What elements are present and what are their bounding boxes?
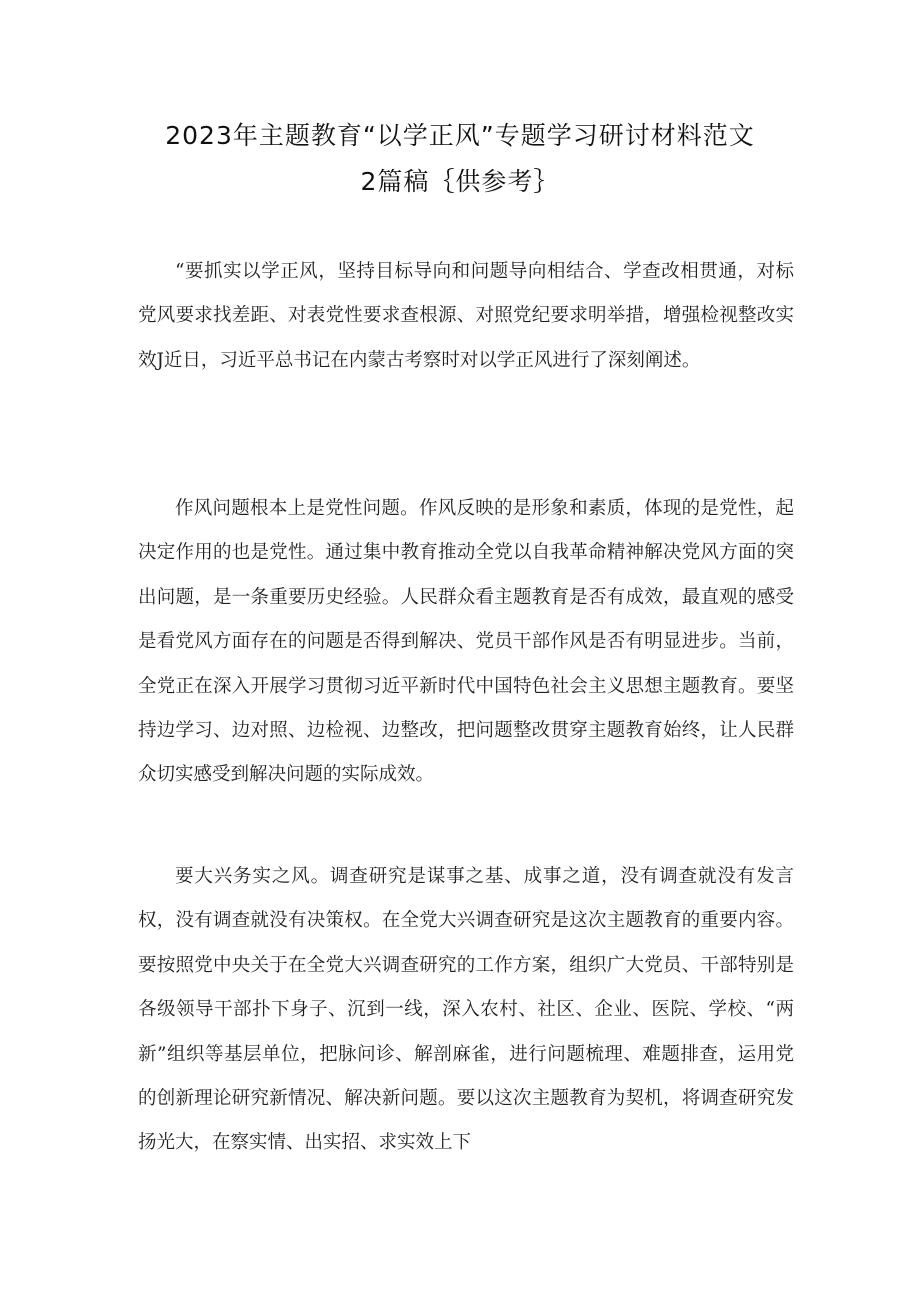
paragraph-2: 作风问题根本上是党性问题。作风反映的是形象和素质，体现的是党性，起决定作用的也是党性。通过集中教育推动全党以自我革命精神解决党风方面的突出问题，是一条重要历史经验。人民群众看主题教育是否有成效，最直观的感受是看党风方面存在的问题是否得到解决、党员干部作风是否有明显进步。当前，全党正在深入开展学习贯彻习近平新时代中国特色社会主义思想主题教育。要坚持边学习、边对照、边检视、边整改，把问题整改贯穿主题教育始终，让人民群众切实感受到解决问题的实际成效。 <box>138 498 794 786</box>
paragraph-1: “要抓实以学正风，坚持目标导向和问题导向相结合、学查改相贯通，对标党风要求找差距、对表党性要求查根源、对照党纪要求明举措，增强检视整改实效J近日，习近平总书记在内蒙古考察时对以学正风进行了深刻阐述。 <box>138 261 794 371</box>
paragraph-3: 要大兴务实之风。调查研究是谋事之基、成事之道，没有调查就没有发言权，没有调查就没有决策权。在全党大兴调查研究是这次主题教育的重要内容。要按照党中央关于在全党大兴调查研究的工作方案，组织广大党员、干部特别是各级领导干部扑下身子、沉到一线，深入农村、社区、企业、医院、学校、“两新”组织等基层单位，把脉问诊、解剖麻雀，进行问题梳理、难题排查，运用党的创新理论研究新情况、解决新问题。要以这次主题教育为契机，将调查研究发扬光大，在察实情、出实招、求实效上下 <box>138 866 794 1154</box>
document-title-line-1: 2023年主题教育“以学正风”专题学习研讨材料范文 <box>165 121 755 150</box>
document-title-line-2: 2篇稿｛供参考｝ <box>360 167 560 196</box>
